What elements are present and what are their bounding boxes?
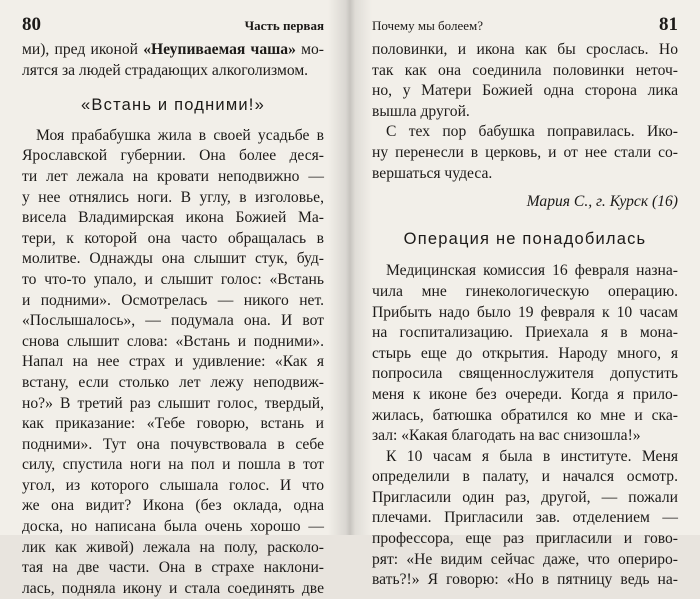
text-line: лась, подняла икону и стала соединять две <box>22 579 324 597</box>
text-line: то что-то упало, и слышит голос: «Встань <box>22 270 324 288</box>
text-line: вышла другой. <box>372 102 470 120</box>
text-line: же она видит? Икона (без оклада, одна <box>22 497 324 515</box>
text-line: угол, из которого слышала голос. И что <box>22 476 324 494</box>
right-page-number: 81 <box>659 14 678 35</box>
text-line: вершаться чудеса. <box>372 164 493 182</box>
text-line: вать?!» Я говорю: «Но в пятницу ведь на- <box>372 571 678 589</box>
text-line: Моя прабабушка жила в своей усадьбе в <box>36 126 324 144</box>
right-body-text <box>372 40 678 591</box>
text-line: зал: «Какая благодать на вас снизошла!» <box>372 427 641 445</box>
text-line: Прибыть надо было 19 февраля к 10 часам <box>372 303 678 321</box>
left-paragraph <box>22 126 324 599</box>
text-line: встану, если столько лет лежу неподвиж- <box>22 373 324 391</box>
author-signature: Мария С., г. Курск (16) <box>526 193 678 211</box>
right-paragraph-continued <box>372 40 678 122</box>
left-running-title: Часть первая <box>244 18 324 33</box>
text-line: чила мне гинекологическую операцию. <box>372 282 678 300</box>
text-line: плечами. Пригласили зав. отделением — <box>372 509 678 527</box>
right-running-title: Почему мы болеем? <box>372 18 484 33</box>
text-line: ми), пред иконой «Неупиваемая чаша» мо- <box>22 41 324 58</box>
left-running-head <box>22 14 324 40</box>
text-line: Пригласили один раз, другой, — пожали <box>372 488 678 506</box>
text-line: так как она соединила половинки неточ- <box>372 61 678 79</box>
right-running-head <box>372 14 678 40</box>
text-line: рят: «Не видим сейчас даже, что опериро- <box>372 550 678 568</box>
icon-title-bold: «Неупиваемая чаша» <box>143 41 296 58</box>
text-line: но, у Матери Божией одна сторона лика <box>372 82 678 100</box>
text-line: висела Владимирская икона Божией Ма- <box>22 209 324 227</box>
right-page <box>350 0 700 589</box>
text-line: С тех пор бабушка поправилась. Ико- <box>386 123 678 141</box>
text-line: доска, но написана была очень хорошо — <box>22 518 324 536</box>
text-line: меня к иконе без очереди. Когда я прило- <box>372 385 678 403</box>
text-line: определили в палату, и начался осмотр. <box>372 468 678 486</box>
text-line: Ярославской губернии. Она более деся- <box>22 147 324 165</box>
text-line: лятся за людей страдающих алкоголизмом. <box>22 61 309 79</box>
right-paragraph-second <box>372 122 678 184</box>
text-line: тая на две части. Она в страхе наклони- <box>22 559 324 577</box>
text-line: профессора, еще раз пригласили и гово- <box>372 530 678 548</box>
text-line: попросила священнослужителя допустить <box>372 365 678 383</box>
text-line: «Послышалось», — подумала она. И вот <box>22 312 324 330</box>
left-body-text <box>22 40 324 599</box>
text-line: но?» В третий раз слышит голос, твердый, <box>22 394 324 412</box>
left-page <box>0 0 350 597</box>
left-page-number: 80 <box>22 14 41 35</box>
right-paragraph <box>372 261 678 591</box>
text-line: у нее отнялись ноги. В углу, в изголовье, <box>22 188 324 206</box>
text-line: К 10 часам я была в институте. Меня <box>386 447 678 465</box>
text-line: лик как живой) лежала на полу, расколо- <box>22 538 324 556</box>
text-line: жилась, батюшка обратился ко мне и ска- <box>372 406 678 424</box>
text-line: на госпитализацию. Приехала я в мона- <box>372 324 678 342</box>
text-line: молитве. Однажды она слышит стук, буд- <box>22 250 324 268</box>
text-line: ну перенесли в церковь, и от нее стали со- <box>372 143 678 161</box>
text-line: снова слышит слова: «Встань и подними». <box>22 332 324 350</box>
text-line: и подними». Осмотрелась — никого нет. <box>22 291 324 309</box>
text-line: Медицинская комиссия 16 февраля назна- <box>386 262 678 280</box>
text-line: ти лет лежала на кровати неподвижно — <box>22 167 324 185</box>
section-heading: «Встань и подними!» <box>81 96 265 115</box>
text-line: как приказание: «Тебе говорю, встань и <box>22 415 324 433</box>
section-heading: Операция не понадобилась <box>403 229 647 248</box>
text-line: половинки, и икона как бы срослась. Но <box>372 41 678 58</box>
text-line: Напал на нее страх и удивление: «Как я <box>22 353 324 371</box>
text-line: тери, к которой она часто обращалась в <box>22 229 324 247</box>
text-line: подними». Тут она почувствовала в себе <box>22 435 324 453</box>
text-line: стырь еще до открытия. Народу много, я <box>372 344 678 362</box>
text-line: силу, спустила ноги на пол и пошла в тот <box>22 456 324 474</box>
